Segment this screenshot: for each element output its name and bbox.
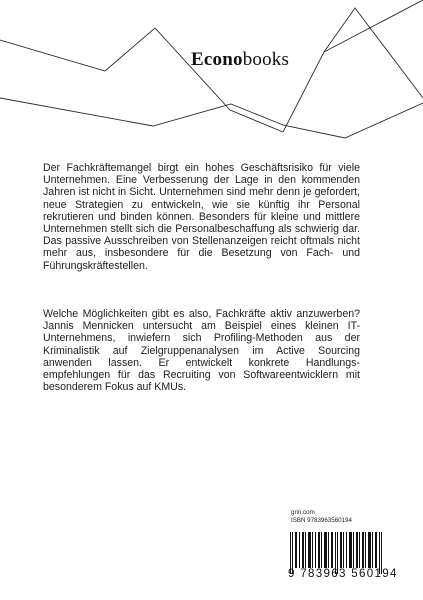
publisher-logo <box>191 49 289 71</box>
blurb-paragraph-1: Der Fachkräftemangel birgt ein hohes Geschäftsrisiko für viele Unternehmen. Eine Verbesserung der Lage in den kommenden Jahren ist nicht in Sicht. Unternehmen sind mehr denn je gefordert, neue Strategien zu entwickeln, wie sie künftig ihr Personal rekrutieren und binden können. Besonders für kleine und mittlere Unternehmen stellt sich die Personalbeschaffung als schwierig dar. Das passive Ausschreiben von Stellenanzeigen reicht oftmals nicht mehr aus, insbesondere für die Besetzung von Fach- und Führungskräftestellen. <box>43 162 360 272</box>
publisher-logo-regular: books <box>242 49 290 70</box>
blurb-paragraph-2: Welche Möglichkeiten gibt es also, Fachkräfte aktiv anzuwerben? Jannis Mennicken untersucht am Beispiel eines kleinen IT-Unternehmens, inwiefern sich Profiling-Methoden aus der Kriminalistik auf Zielgruppenanalysen im Active Sourcing anwenden lassen. Er entwickelt konkrete Handlungs- empfehlungen für das Recruiting von Softwareentwicklern mit besonderem Fokus auf KMUs. <box>43 308 360 394</box>
publisher-logo-bold: Econo <box>191 49 243 70</box>
barcode-digits: 9 783963 560194 <box>288 567 398 580</box>
publisher-url: grin.com <box>291 509 315 516</box>
isbn-label: ISBN 9783963560194 <box>291 517 352 524</box>
